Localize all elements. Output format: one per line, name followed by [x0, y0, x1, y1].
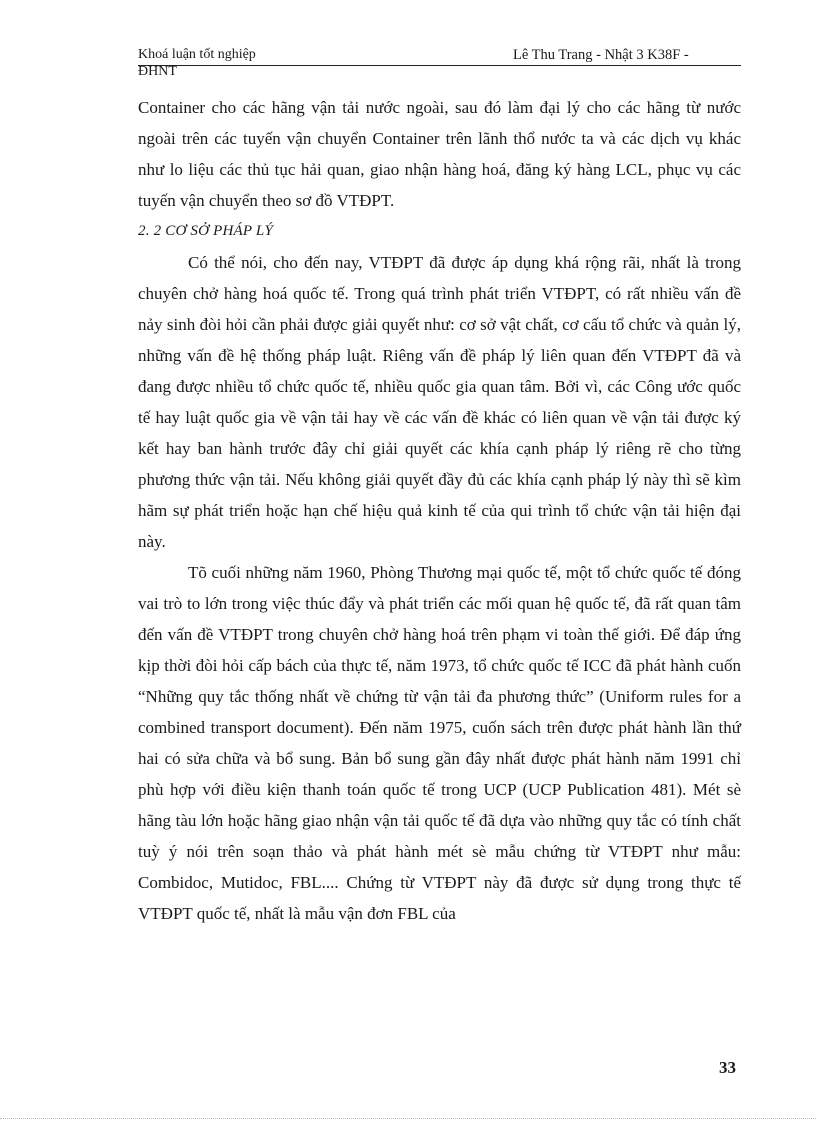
paragraph-continuation: Container cho các hãng vận tải nước ngoài, sau đó làm đại lý cho các hãng từ nước ngoài trên các tuyến vận chuyển Container trên lãnh thổ nước ta và các dịch vụ khác như lo liệu các thủ tục hải quan, giao nhận hàng hoá, đăng ký hàng LCL, phục vụ các tuyến vận chuyển theo sơ đồ VTĐPT. — [138, 98, 741, 210]
header-right-author: Lê Thu Trang - Nhật 3 K38F - — [513, 47, 689, 63]
header-left-school: ĐHNT — [138, 64, 177, 79]
page-bottom-border — [0, 1118, 816, 1119]
document-body — [138, 92, 741, 929]
page-number: 33 — [719, 1058, 736, 1077]
section-heading: 2. 2 CƠ SỞ PHÁP LÝ — [138, 223, 274, 239]
paragraph-legal-basis: Có thể nói, cho đến nay, VTĐPT đã được áp dụng khá rộng rãi, nhất là trong chuyên chở hàng hoá quốc tế. Trong quá trình phát triển VTĐPT, có rất nhiều vấn đề nảy sinh đòi hỏi cần phải được giải quyết như: cơ sở vật chất, cơ cấu tổ chức và quản lý, những vấn đề hệ thống pháp luật. Riêng vấn đề pháp lý liên quan đến VTĐPT đã và đang được nhiều tổ chức quốc tế, nhiều quốc gia quan tâm. Bởi vì, các Công ước quốc tế hay luật quốc gia về vận tải hay về các vấn đề khác có liên quan về vận tải được ký kết hay ban hành trước đây chỉ giải quyết các khía cạnh pháp lý riêng rẽ cho từng phương thức vận tải. Nếu không giải quyết đầy đủ các khía cạnh pháp lý này thì sẽ kìm hãm sự phát triển hoặc hạn chế hiệu quả kinh tế của qui trình tổ chức vận tải hiện đại này. — [138, 253, 741, 551]
header-rule — [138, 65, 741, 66]
paragraph-icc-history: Tõ cuối những năm 1960, Phòng Thương mại quốc tế, một tổ chức quốc tế đóng vai trò to lớn trong việc thúc đẩy và phát triển các mối quan hệ quốc tế, đã rất quan tâm đến vấn đề VTĐPT trong chuyên chở hàng hoá trên phạm vi toàn thế giới. Để đáp ứng kịp thời đòi hỏi cấp bách của thực tế, năm 1973, tổ chức quốc tế ICC đã phát hành cuốn “Những quy tắc thống nhất về chứng từ vận tải đa phương thức” (Uniform rules for a combined transport document). Đến năm 1975, cuốn sách trên được phát hành lần thứ hai có sửa chữa và bổ sung. Bản bổ sung gần đây nhất được phát hành năm 1991 chỉ phù hợp với điều kiện thanh toán quốc tế trong UCP (UCP Publication 481). Mét sè hãng tàu lớn hoặc hãng giao nhận vận tải quốc tế đã dựa vào những quy tắc có tính chất tuỳ ý nói trên soạn thảo và phát hành mét sè mẫu chứng từ VTĐPT như mẫu: Combidoc, Mutidoc, FBL.... Chứng từ VTĐPT này đã được sử dụng trong thực tế VTĐPT quốc tế, nhất là mẫu vận đơn FBL của — [138, 563, 741, 923]
header-left-title: Khoá luận tốt nghiệp — [138, 47, 256, 62]
